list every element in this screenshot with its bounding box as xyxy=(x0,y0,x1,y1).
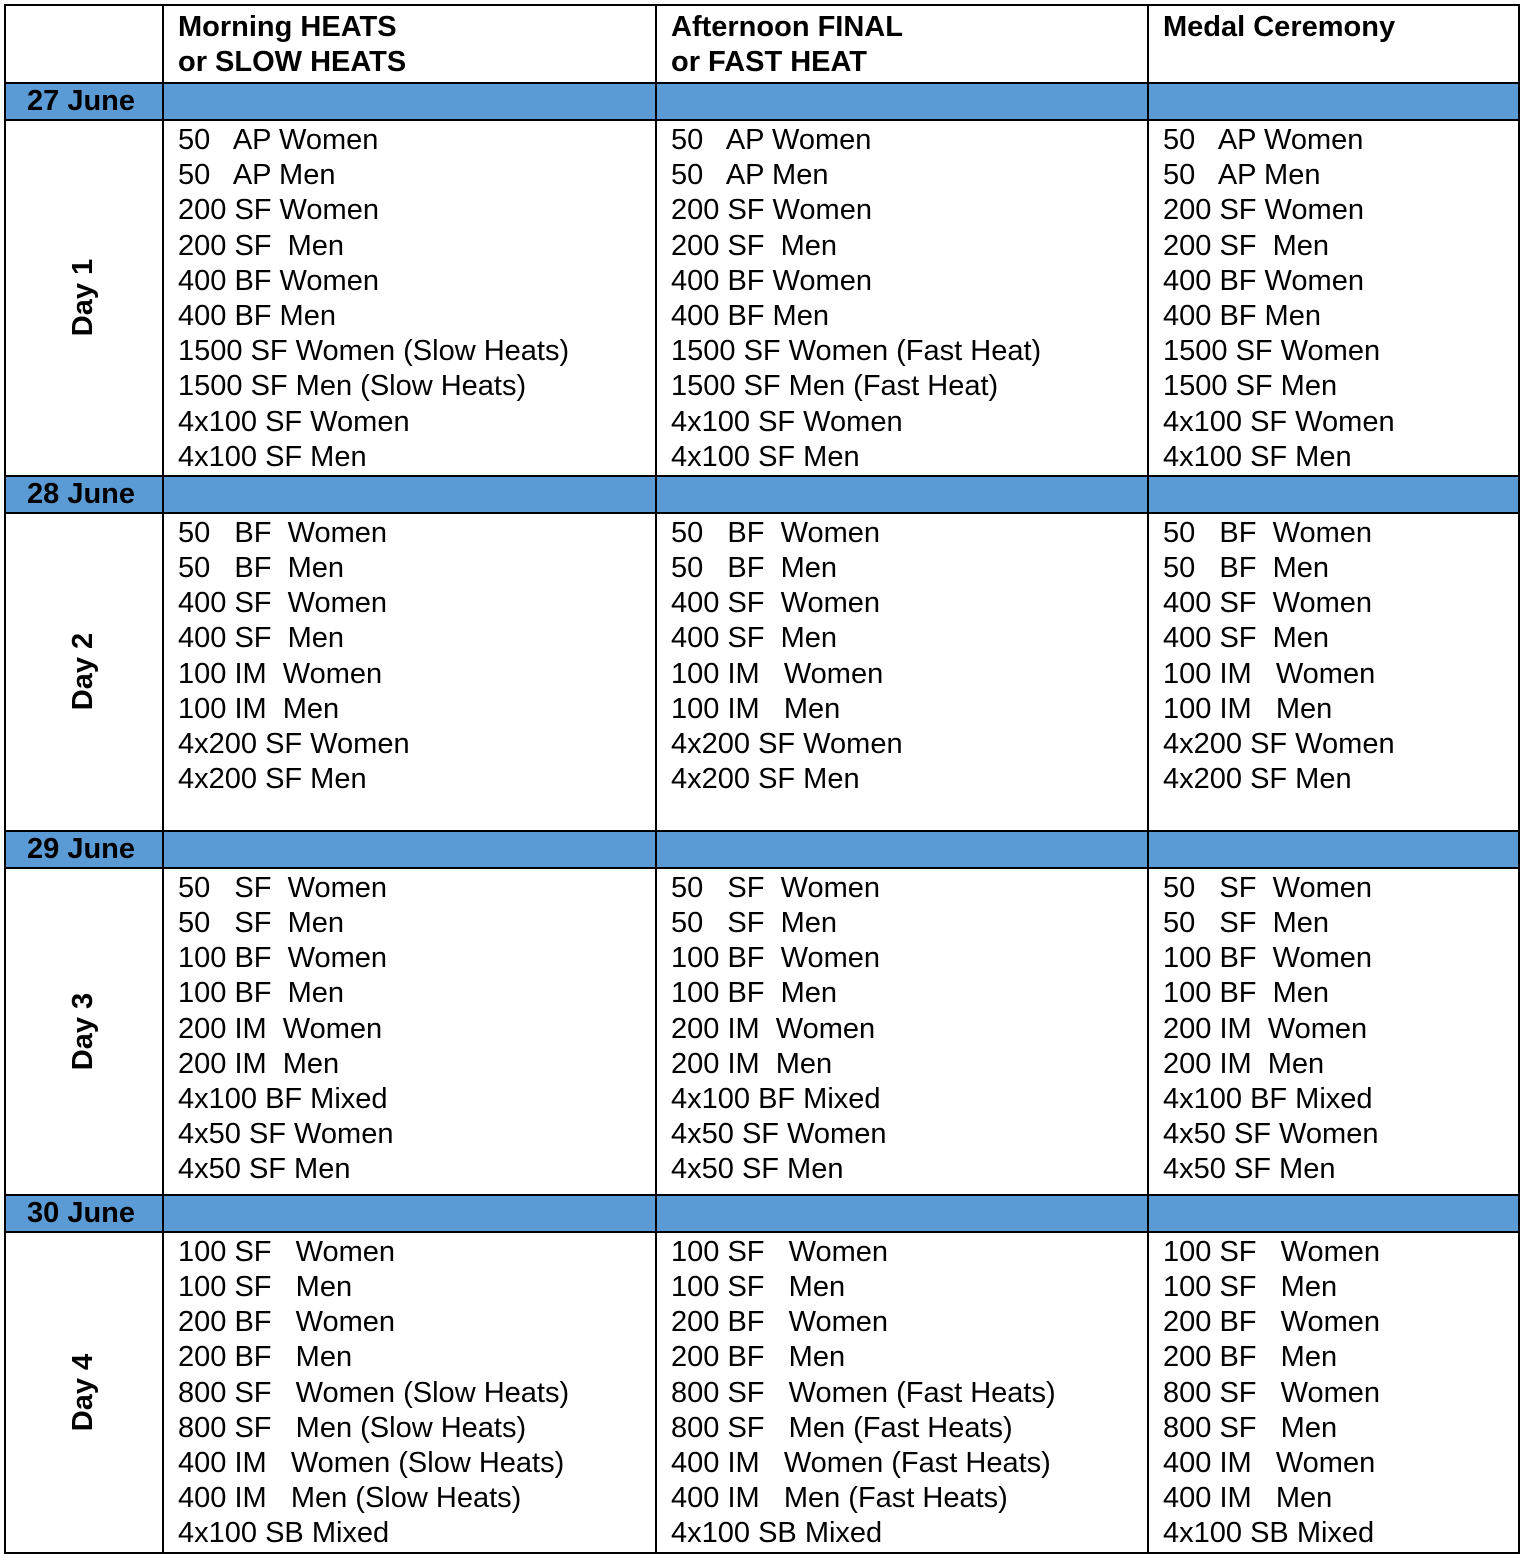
event-item: 50 AP Women xyxy=(178,124,379,156)
event-item: 4x200 SF Men xyxy=(671,763,860,796)
event-item: 400 SF Women xyxy=(178,587,388,620)
event-item: 50 BF Men xyxy=(178,552,345,585)
event-item: 4x50 SF Women xyxy=(1163,1118,1379,1151)
event-item: 4x50 SF Women xyxy=(178,1118,394,1151)
event-item: 4x50 SF Men xyxy=(178,1153,351,1186)
date-row-empty-cell xyxy=(163,83,656,120)
event-item: 400 IM Men (Slow Heats) xyxy=(178,1482,522,1515)
event-item: 200 SF Women xyxy=(178,194,379,227)
event-item: 100 SF Women xyxy=(1163,1235,1381,1268)
event-item: 200 SF Men xyxy=(1163,229,1330,262)
event-item: 4x100 BF Mixed xyxy=(178,1083,388,1115)
morning-events-cell xyxy=(163,513,656,831)
event-item: 200 BF Women xyxy=(178,1306,396,1339)
event-item: 200 SF Men xyxy=(671,229,838,262)
event-item: 1500 SF Women xyxy=(1163,335,1381,368)
event-item: 400 BF Women xyxy=(671,264,872,297)
event-item: 800 SF Women (Slow Heats) xyxy=(178,1376,570,1409)
date-row-empty-cell xyxy=(656,476,1148,513)
afternoon-events-cell xyxy=(656,868,1148,1195)
header-corner-cell xyxy=(5,5,163,83)
event-item: 100 BF Men xyxy=(671,977,838,1010)
event-item: 100 SF Men xyxy=(1163,1271,1338,1304)
event-item: 800 SF Men (Slow Heats) xyxy=(178,1411,527,1444)
event-item: 4x200 SF Men xyxy=(178,763,367,796)
event-item: 50 SF Men xyxy=(178,907,345,940)
event-item: 50 BF Women xyxy=(671,516,880,549)
day-label-cell xyxy=(5,120,163,476)
day-events-row xyxy=(5,868,1519,1195)
event-item: 4x100 BF Mixed xyxy=(671,1083,881,1115)
day-label-cell xyxy=(5,513,163,831)
date-row-empty-cell xyxy=(1148,476,1519,513)
day-label-cell xyxy=(5,1232,163,1553)
event-item: 400 IM Women (Slow Heats) xyxy=(178,1447,565,1479)
event-item: 50 AP Men xyxy=(671,159,829,192)
event-item: 400 IM Men (Fast Heats) xyxy=(671,1482,1008,1515)
medal-event-list xyxy=(1149,869,1518,1188)
date-row-empty-cell xyxy=(163,1195,656,1232)
schedule-document xyxy=(4,4,1518,1554)
event-item: 100 IM Men xyxy=(178,692,340,725)
medal-events-cell xyxy=(1148,868,1519,1195)
day-label: Day 3 xyxy=(67,992,100,1071)
event-item: 100 IM Women xyxy=(178,657,383,690)
day-label: Day 4 xyxy=(67,1353,100,1431)
date-row xyxy=(5,83,1519,120)
event-item: 1500 SF Men (Fast Heat) xyxy=(671,370,999,403)
medal-events-cell xyxy=(1148,1232,1519,1553)
event-item: 100 BF Women xyxy=(1163,942,1373,975)
day-label: Day 1 xyxy=(67,259,100,337)
event-item: 100 BF Women xyxy=(178,942,388,975)
event-item: 400 SF Men xyxy=(1163,622,1330,655)
event-item: 4x200 SF Women xyxy=(671,728,903,760)
event-item: 4x100 SB Mixed xyxy=(671,1517,883,1550)
event-item: 200 BF Men xyxy=(1163,1341,1338,1374)
event-item: 200 IM Men xyxy=(1163,1047,1325,1080)
day-events-row xyxy=(5,513,1519,831)
header-afternoon-text: Afternoon FINAL or FAST HEAT xyxy=(671,11,903,78)
event-item: 200 BF Women xyxy=(671,1306,889,1339)
day-label: Day 2 xyxy=(67,633,100,711)
header-medal xyxy=(1148,5,1519,83)
medal-events-cell xyxy=(1148,120,1519,476)
event-item: 4x100 SF Women xyxy=(178,405,410,438)
event-item: 4x200 SF Women xyxy=(178,728,410,760)
event-item: 400 IM Women (Fast Heats) xyxy=(671,1447,1051,1479)
event-item: 1500 SF Men (Slow Heats) xyxy=(178,370,527,403)
morning-event-list xyxy=(164,1233,655,1552)
afternoon-event-list xyxy=(657,121,1147,475)
event-item: 50 SF Women xyxy=(178,871,387,904)
date-row xyxy=(5,1195,1519,1232)
header-medal-text: Medal Ceremony xyxy=(1163,11,1396,43)
event-item: 4x200 SF Men xyxy=(1163,763,1352,796)
header-morning-text: Morning HEATS or SLOW HEATS xyxy=(178,11,407,78)
day-label-cell xyxy=(5,868,163,1195)
medal-event-list xyxy=(1149,1233,1518,1552)
morning-event-list xyxy=(164,514,655,798)
event-item: 200 SF Women xyxy=(671,194,872,227)
event-item: 4x100 SF Women xyxy=(1163,405,1395,438)
event-item: 4x100 SF Men xyxy=(671,440,860,473)
date-label: 28 June xyxy=(5,476,163,513)
event-item: 50 AP Men xyxy=(178,159,336,192)
event-item: 400 SF Women xyxy=(671,587,881,620)
afternoon-event-list xyxy=(657,1233,1147,1552)
event-item: 4x100 SF Women xyxy=(671,405,903,438)
event-item: 800 SF Women xyxy=(1163,1376,1381,1409)
event-item: 800 SF Men xyxy=(1163,1411,1338,1444)
afternoon-events-cell xyxy=(656,513,1148,831)
header-row xyxy=(5,5,1519,83)
event-item: 50 AP Men xyxy=(1163,159,1321,192)
morning-events-cell xyxy=(163,120,656,476)
event-item: 800 SF Men (Fast Heats) xyxy=(671,1411,1013,1444)
event-item: 50 BF Men xyxy=(1163,552,1330,585)
event-item: 50 SF Women xyxy=(1163,871,1372,904)
event-item: 200 SF Men xyxy=(178,229,345,262)
event-item: 1500 SF Women (Fast Heat) xyxy=(671,335,1042,368)
date-row xyxy=(5,476,1519,513)
day-events-row xyxy=(5,1232,1519,1553)
date-row-empty-cell xyxy=(656,1195,1148,1232)
event-item: 200 IM Women xyxy=(178,1012,383,1045)
date-row-empty-cell xyxy=(656,83,1148,120)
event-item: 4x50 SF Men xyxy=(1163,1153,1336,1186)
event-item: 400 BF Women xyxy=(1163,264,1364,297)
date-row-empty-cell xyxy=(656,831,1148,868)
event-item: 50 BF Men xyxy=(671,552,838,585)
event-item: 200 IM Women xyxy=(671,1012,876,1045)
date-row-empty-cell xyxy=(163,476,656,513)
morning-event-list xyxy=(164,121,655,475)
date-row-empty-cell xyxy=(163,831,656,868)
event-item: 400 SF Women xyxy=(1163,587,1373,620)
afternoon-events-cell xyxy=(656,1232,1148,1553)
event-item: 200 BF Men xyxy=(671,1341,846,1374)
event-item: 400 BF Men xyxy=(1163,299,1321,332)
afternoon-event-list xyxy=(657,514,1147,798)
event-item: 50 SF Women xyxy=(671,871,880,904)
date-row-empty-cell xyxy=(1148,831,1519,868)
event-item: 100 SF Men xyxy=(178,1271,353,1304)
event-item: 4x50 SF Men xyxy=(671,1153,844,1186)
event-item: 200 BF Men xyxy=(178,1341,353,1374)
morning-events-cell xyxy=(163,868,656,1195)
date-label: 30 June xyxy=(5,1195,163,1232)
event-item: 4x100 SF Men xyxy=(1163,440,1352,473)
header-afternoon xyxy=(656,5,1148,83)
event-item: 50 BF Women xyxy=(178,516,387,549)
event-item: 4x200 SF Women xyxy=(1163,728,1395,760)
event-item: 400 BF Women xyxy=(178,264,379,297)
header-morning xyxy=(163,5,656,83)
event-item: 400 BF Men xyxy=(671,299,829,332)
medal-events-cell xyxy=(1148,513,1519,831)
event-item: 200 IM Men xyxy=(178,1047,340,1080)
event-item: 1500 SF Women (Slow Heats) xyxy=(178,335,570,368)
schedule-table xyxy=(4,4,1520,1554)
event-item: 100 SF Men xyxy=(671,1271,846,1304)
event-item: 50 AP Women xyxy=(671,124,872,156)
event-item: 50 AP Women xyxy=(1163,124,1364,156)
event-item: 4x100 BF Mixed xyxy=(1163,1083,1373,1115)
date-row-empty-cell xyxy=(1148,83,1519,120)
event-item: 1500 SF Men xyxy=(1163,370,1338,403)
event-item: 100 BF Women xyxy=(671,942,881,975)
afternoon-event-list xyxy=(657,869,1147,1188)
event-item: 50 SF Men xyxy=(671,907,838,940)
event-item: 100 IM Men xyxy=(671,692,841,725)
event-item: 4x50 SF Women xyxy=(671,1118,887,1151)
morning-events-cell xyxy=(163,1232,656,1553)
event-item: 100 IM Women xyxy=(671,657,884,690)
event-item: 100 BF Men xyxy=(178,977,345,1010)
event-item: 800 SF Women (Fast Heats) xyxy=(671,1376,1056,1409)
event-item: 100 IM Men xyxy=(1163,692,1333,725)
date-label: 27 June xyxy=(5,83,163,120)
date-label: 29 June xyxy=(5,831,163,868)
event-item: 200 BF Women xyxy=(1163,1306,1381,1339)
medal-event-list xyxy=(1149,121,1518,475)
event-item: 400 IM Women xyxy=(1163,1447,1376,1479)
event-item: 4x100 SF Men xyxy=(178,440,367,473)
event-item: 400 IM Men xyxy=(1163,1482,1333,1515)
medal-event-list xyxy=(1149,514,1518,798)
event-item: 400 SF Men xyxy=(178,622,345,655)
event-item: 50 SF Men xyxy=(1163,907,1330,940)
morning-event-list xyxy=(164,869,655,1188)
event-item: 50 BF Women xyxy=(1163,516,1372,549)
event-item: 4x100 SB Mixed xyxy=(1163,1517,1375,1550)
day-events-row xyxy=(5,120,1519,476)
afternoon-events-cell xyxy=(656,120,1148,476)
event-item: 100 IM Women xyxy=(1163,657,1376,690)
date-row-empty-cell xyxy=(1148,1195,1519,1232)
event-item: 200 IM Women xyxy=(1163,1012,1368,1045)
event-item: 100 SF Women xyxy=(178,1235,396,1268)
event-item: 4x100 SB Mixed xyxy=(178,1517,390,1550)
event-item: 200 IM Men xyxy=(671,1047,833,1080)
event-item: 100 BF Men xyxy=(1163,977,1330,1010)
date-row xyxy=(5,831,1519,868)
event-item: 400 BF Men xyxy=(178,299,336,332)
event-item: 100 SF Women xyxy=(671,1235,889,1268)
event-item: 200 SF Women xyxy=(1163,194,1364,227)
event-item: 400 SF Men xyxy=(671,622,838,655)
